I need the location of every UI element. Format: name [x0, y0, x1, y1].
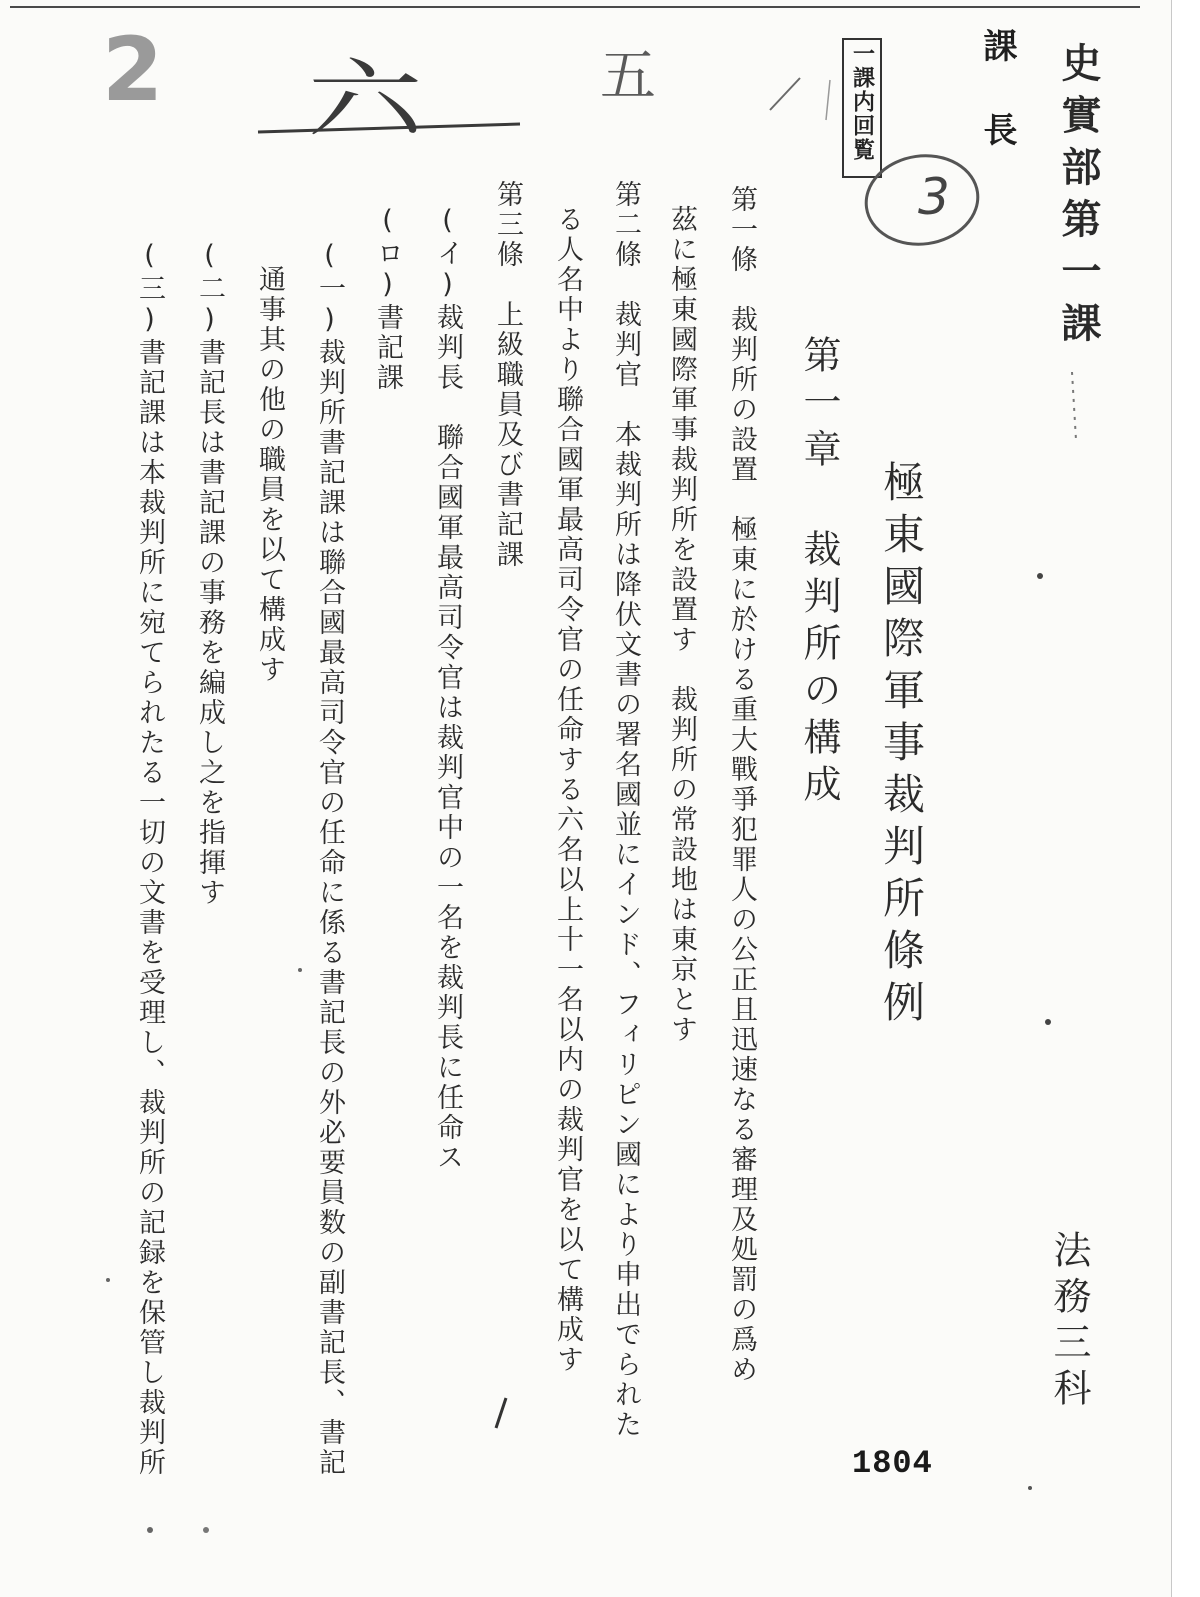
speck	[147, 1527, 153, 1533]
body-line-item-3: (三)書記課は本裁判所に宛てられたる一切の文書を受理し、裁判所の記録を保管し裁判所	[134, 240, 165, 1478]
ministry-note: 法務三科	[1047, 1230, 1091, 1414]
body-line-article-3-i: (イ)裁判長 聯合國軍最高司令官は裁判官中の一名を裁判長に任命ス	[432, 205, 463, 1173]
top-border-line	[10, 6, 1140, 8]
body-line-article-3: 第三條 上級職員及び書記課	[492, 180, 523, 570]
body-line-item-1-cont: 通事其の他の職員を以て構成す	[254, 265, 285, 685]
page-number: 1804	[852, 1445, 933, 1482]
chapter-heading: 第一章 裁判所の構成	[797, 335, 841, 811]
internal-circulation-stamp	[842, 38, 882, 178]
page-edge-margin	[1171, 0, 1200, 1597]
body-line-article-3-ro: (ロ)書記課	[372, 205, 403, 393]
internal-stamp-text: 一課内回覧	[849, 42, 875, 162]
department-header: 史實部第一課	[1055, 42, 1101, 354]
speck	[203, 1527, 209, 1533]
body-line-article-2: 第二條 裁判官 本裁判所は降伏文書の署名國並にインド、フィリピン國により申出でられた	[610, 180, 641, 1440]
edge-mark	[1072, 372, 1076, 440]
stamp-tick-left	[826, 80, 830, 120]
speck	[1028, 1486, 1032, 1490]
document-title: 極東國際軍事裁判所條例	[877, 460, 926, 1032]
speck	[106, 1278, 110, 1282]
body-line-article-1-cont: 茲に極東國際軍事裁判所を設置す 裁判所の常設地は東京とす	[666, 205, 697, 1045]
speck	[1045, 1019, 1051, 1025]
speck	[298, 968, 302, 972]
slash-stroke	[770, 78, 800, 110]
numeral-five-mark: 五	[600, 44, 656, 109]
margin-tick-stroke	[496, 1398, 506, 1428]
body-line-article-1: 第一條 裁判所の設置 極東に於ける重大戰爭犯罪人の公正且迅速なる審理及処罰の爲め	[726, 185, 757, 1385]
numeral-six-mark: 六	[306, 50, 424, 150]
body-line-article-2-cont: る人名中より聯合國軍最高司令官の任命する六名以上十一名以内の裁判官を以て構成す	[552, 205, 583, 1375]
section-chief-stamp: 課長	[977, 28, 1017, 196]
page-digit-mark: 2	[102, 18, 164, 121]
body-line-item-1: (一)裁判所書記課は聯合國最高司令官の任命に係る書記長の外必要員数の副書記長、書記	[314, 240, 345, 1478]
circled-number-mark: 3	[918, 168, 950, 226]
speck	[1037, 573, 1043, 579]
body-line-item-2: (二)書記長は書記課の事務を編成し之を指揮す	[194, 240, 225, 908]
